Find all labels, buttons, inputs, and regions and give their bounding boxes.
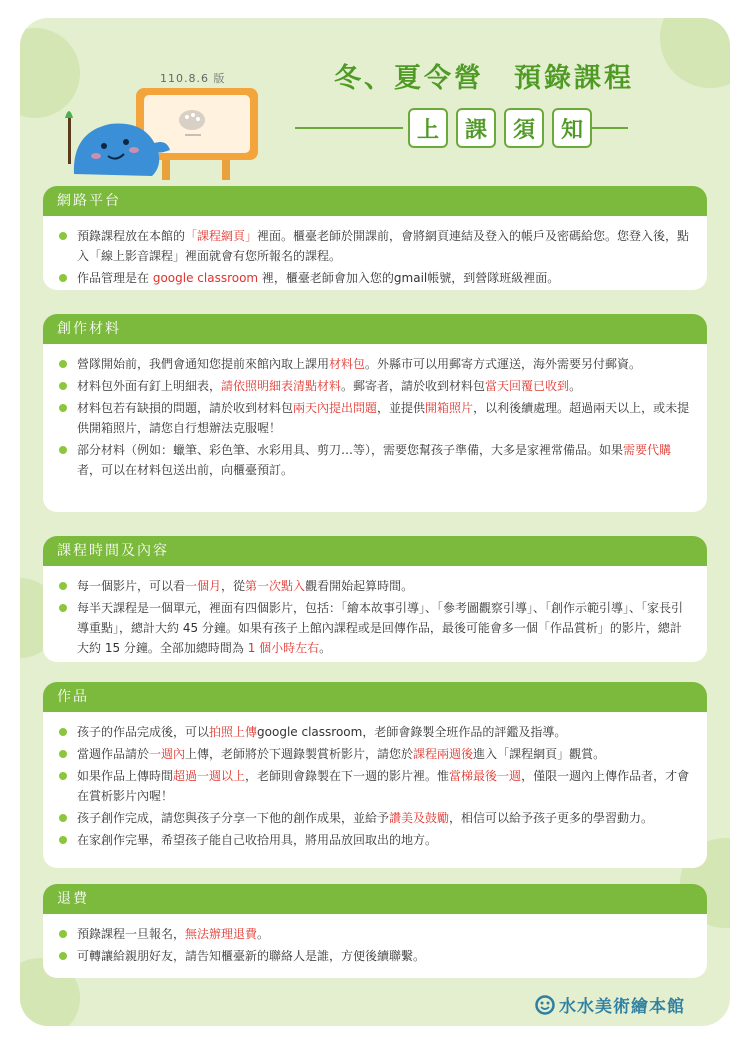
subtitle-char: 須 [504,108,544,148]
item-text: 裡面。櫃臺老師於開課前，會將網頁連結及登入的帳戶及密碼給您。您登入後，點入「線上影音課程」裡面就會有您所報名的課程。 [77,229,690,263]
bullet-icon [59,604,67,612]
bullet-icon [59,836,67,844]
item-text: 裡，櫃臺老師會加入您的gmail帳號，到營隊班級裡面。 [258,271,560,285]
highlight-text: 材料包 [329,357,366,371]
item-text: 。 [319,641,332,655]
highlight-text: 「課程網頁」 [185,229,258,243]
list-item [57,440,693,480]
item-text: 營隊開始前，我們會通知您提前來館內取上課用 [77,357,330,371]
section-body [43,344,707,492]
section-artwork [43,682,707,868]
item-text: ，相信可以給予孩子更多的學習動力。 [449,811,654,825]
mascot-easel-illustration [52,84,267,184]
subtitle-char: 課 [456,108,496,148]
list-item [57,354,693,374]
item-text: ，從 [221,579,246,593]
highlight-text: google classroom [152,271,259,285]
section-title: 課程時間及內容 [43,536,707,566]
highlight-text: 當梯最後一週 [449,769,522,783]
version-label: 110.8.6 版 [160,72,226,85]
list-item [57,946,693,966]
bullet-icon [59,814,67,822]
section-body [43,712,707,862]
highlight-text: 1 個小時左右 [247,641,320,655]
subtitle-rule-right [588,127,628,129]
list-item [57,268,693,288]
section-title: 網路平台 [43,186,707,216]
item-text: 如果作品上傳時間 [77,769,174,783]
logo-icon [535,995,555,1015]
bullet-icon [59,582,67,590]
item-text: 部分材料（例如：蠟筆、彩色筆、水彩用具、剪刀…等），需要您幫孩子準備，大多是家裡常備品。如果 [77,443,624,457]
item-text: 在家創作完畢，希望孩子能自己收拾用具，將用品放回取出的地方。 [77,833,438,847]
bullet-icon [59,728,67,736]
item-text: ，僅限一週內上傳作品者，才會在賞析影片內喔！ [77,769,690,803]
bullet-icon [59,382,67,390]
item-text: 每一個影片，可以看 [77,579,186,593]
item-text: 者，可以在材料包送出前，向櫃臺預訂。 [77,463,294,477]
decor-dot [660,18,730,88]
bullet-icon [59,274,67,282]
item-text: 觀看開始起算時間。 [305,579,414,593]
item-text: 預錄課程放在本館的 [77,229,186,243]
list-item [57,924,693,944]
list-item [57,808,693,828]
list-item [57,830,693,850]
list-item [57,766,693,806]
bullet-icon [59,952,67,960]
subtitle-char: 知 [552,108,592,148]
section-title: 創作材料 [43,314,707,344]
highlight-text: 需要代購 [623,443,672,457]
highlight-text: 課程兩週後 [413,747,474,761]
highlight-text: 一個月 [185,579,222,593]
highlight-text: 請依照明細表清點材料 [221,379,342,393]
item-text: 孩子的作品完成後，可以 [77,725,210,739]
list-item [57,226,693,266]
section-body [43,566,707,662]
section-course-time [43,536,707,662]
item-text: 材料包外面有釘上明細表， [77,379,222,393]
item-text: 當週作品請於 [77,747,150,761]
list-item [57,376,693,396]
highlight-text: 讚美及鼓勵 [389,811,450,825]
item-text: 孩子創作完成，請您與孩子分享一下他的創作成果，並給予 [77,811,390,825]
item-text: 進入「課程網頁」觀賞。 [473,747,606,761]
bullet-icon [59,772,67,780]
item-text: ，老師則會錄製在下一週的影片裡。惟 [245,769,450,783]
list-item [57,398,693,438]
bullet-icon [59,360,67,368]
highlight-text: 拍照上傳 [209,725,258,739]
item-text: 材料包若有缺損的問題，請於收到材料包 [77,401,294,415]
item-text: 預錄課程一旦報名， [77,927,186,941]
item-text: 上傳，老師將於下週錄製賞析影片，請您於 [185,747,414,761]
item-text: 。 [569,379,582,393]
subtitle-char: 上 [408,108,448,148]
section-title: 作品 [43,682,707,712]
highlight-text: 兩天內提出問題 [293,401,378,415]
section-body [43,914,707,978]
section-network-platform [43,186,707,290]
highlight-text: 一週內 [149,747,186,761]
item-text: 。 [257,927,270,941]
footer-logo [535,992,685,1017]
page-subtitle [408,108,592,148]
section-materials [43,314,707,512]
logo-text: 水水美術繪本館 [559,997,685,1017]
item-text: 。郵寄者，請於收到材料包 [341,379,486,393]
list-item [57,744,693,764]
highlight-text: 當天回覆已收到 [485,379,570,393]
section-title: 退費 [43,884,707,914]
section-refund [43,884,707,978]
highlight-text: 第一次點入 [245,579,306,593]
item-text: 作品管理是在 [77,271,153,285]
item-text: ，以利後續處理。超過兩天以上，或未提供開箱照片，請您自行想辦法克服喔！ [77,401,690,435]
bullet-icon [59,446,67,454]
list-item [57,598,693,658]
subtitle-rule-left [295,127,403,129]
list-item [57,576,693,596]
item-text: 每半天課程是一個單元，裡面有四個影片，包括：「繪本故事引導」、「參考圖觀察引導」、「創作示範引導」、「家長引導重點」，總計大約 45 分鐘。如果有孩子上館內課程或是回傳作品，最後可能會多一個「作品賞析」的影片，總計大約 15 分鐘。全部加總時間為 [77,601,684,655]
item-text: ，並提供 [377,401,426,415]
highlight-text: 開箱照片 [425,401,474,415]
page-title: 冬、夏令營 預錄課程 [334,63,634,94]
highlight-text: 超過一週以上 [173,769,246,783]
bullet-icon [59,750,67,758]
item-text: google classroom，老師會錄製全班作品的評鑑及指導。 [257,725,567,739]
list-item [57,722,693,742]
item-text: 。外縣市可以用郵寄方式運送，海外需要另付郵資。 [365,357,642,371]
highlight-text: 無法辦理退費 [185,927,258,941]
bullet-icon [59,232,67,240]
section-body [43,216,707,290]
item-text: 可轉讓給親朋好友，請告知櫃臺新的聯絡人是誰，方便後續聯繫。 [77,949,426,963]
bullet-icon [59,930,67,938]
bullet-icon [59,404,67,412]
